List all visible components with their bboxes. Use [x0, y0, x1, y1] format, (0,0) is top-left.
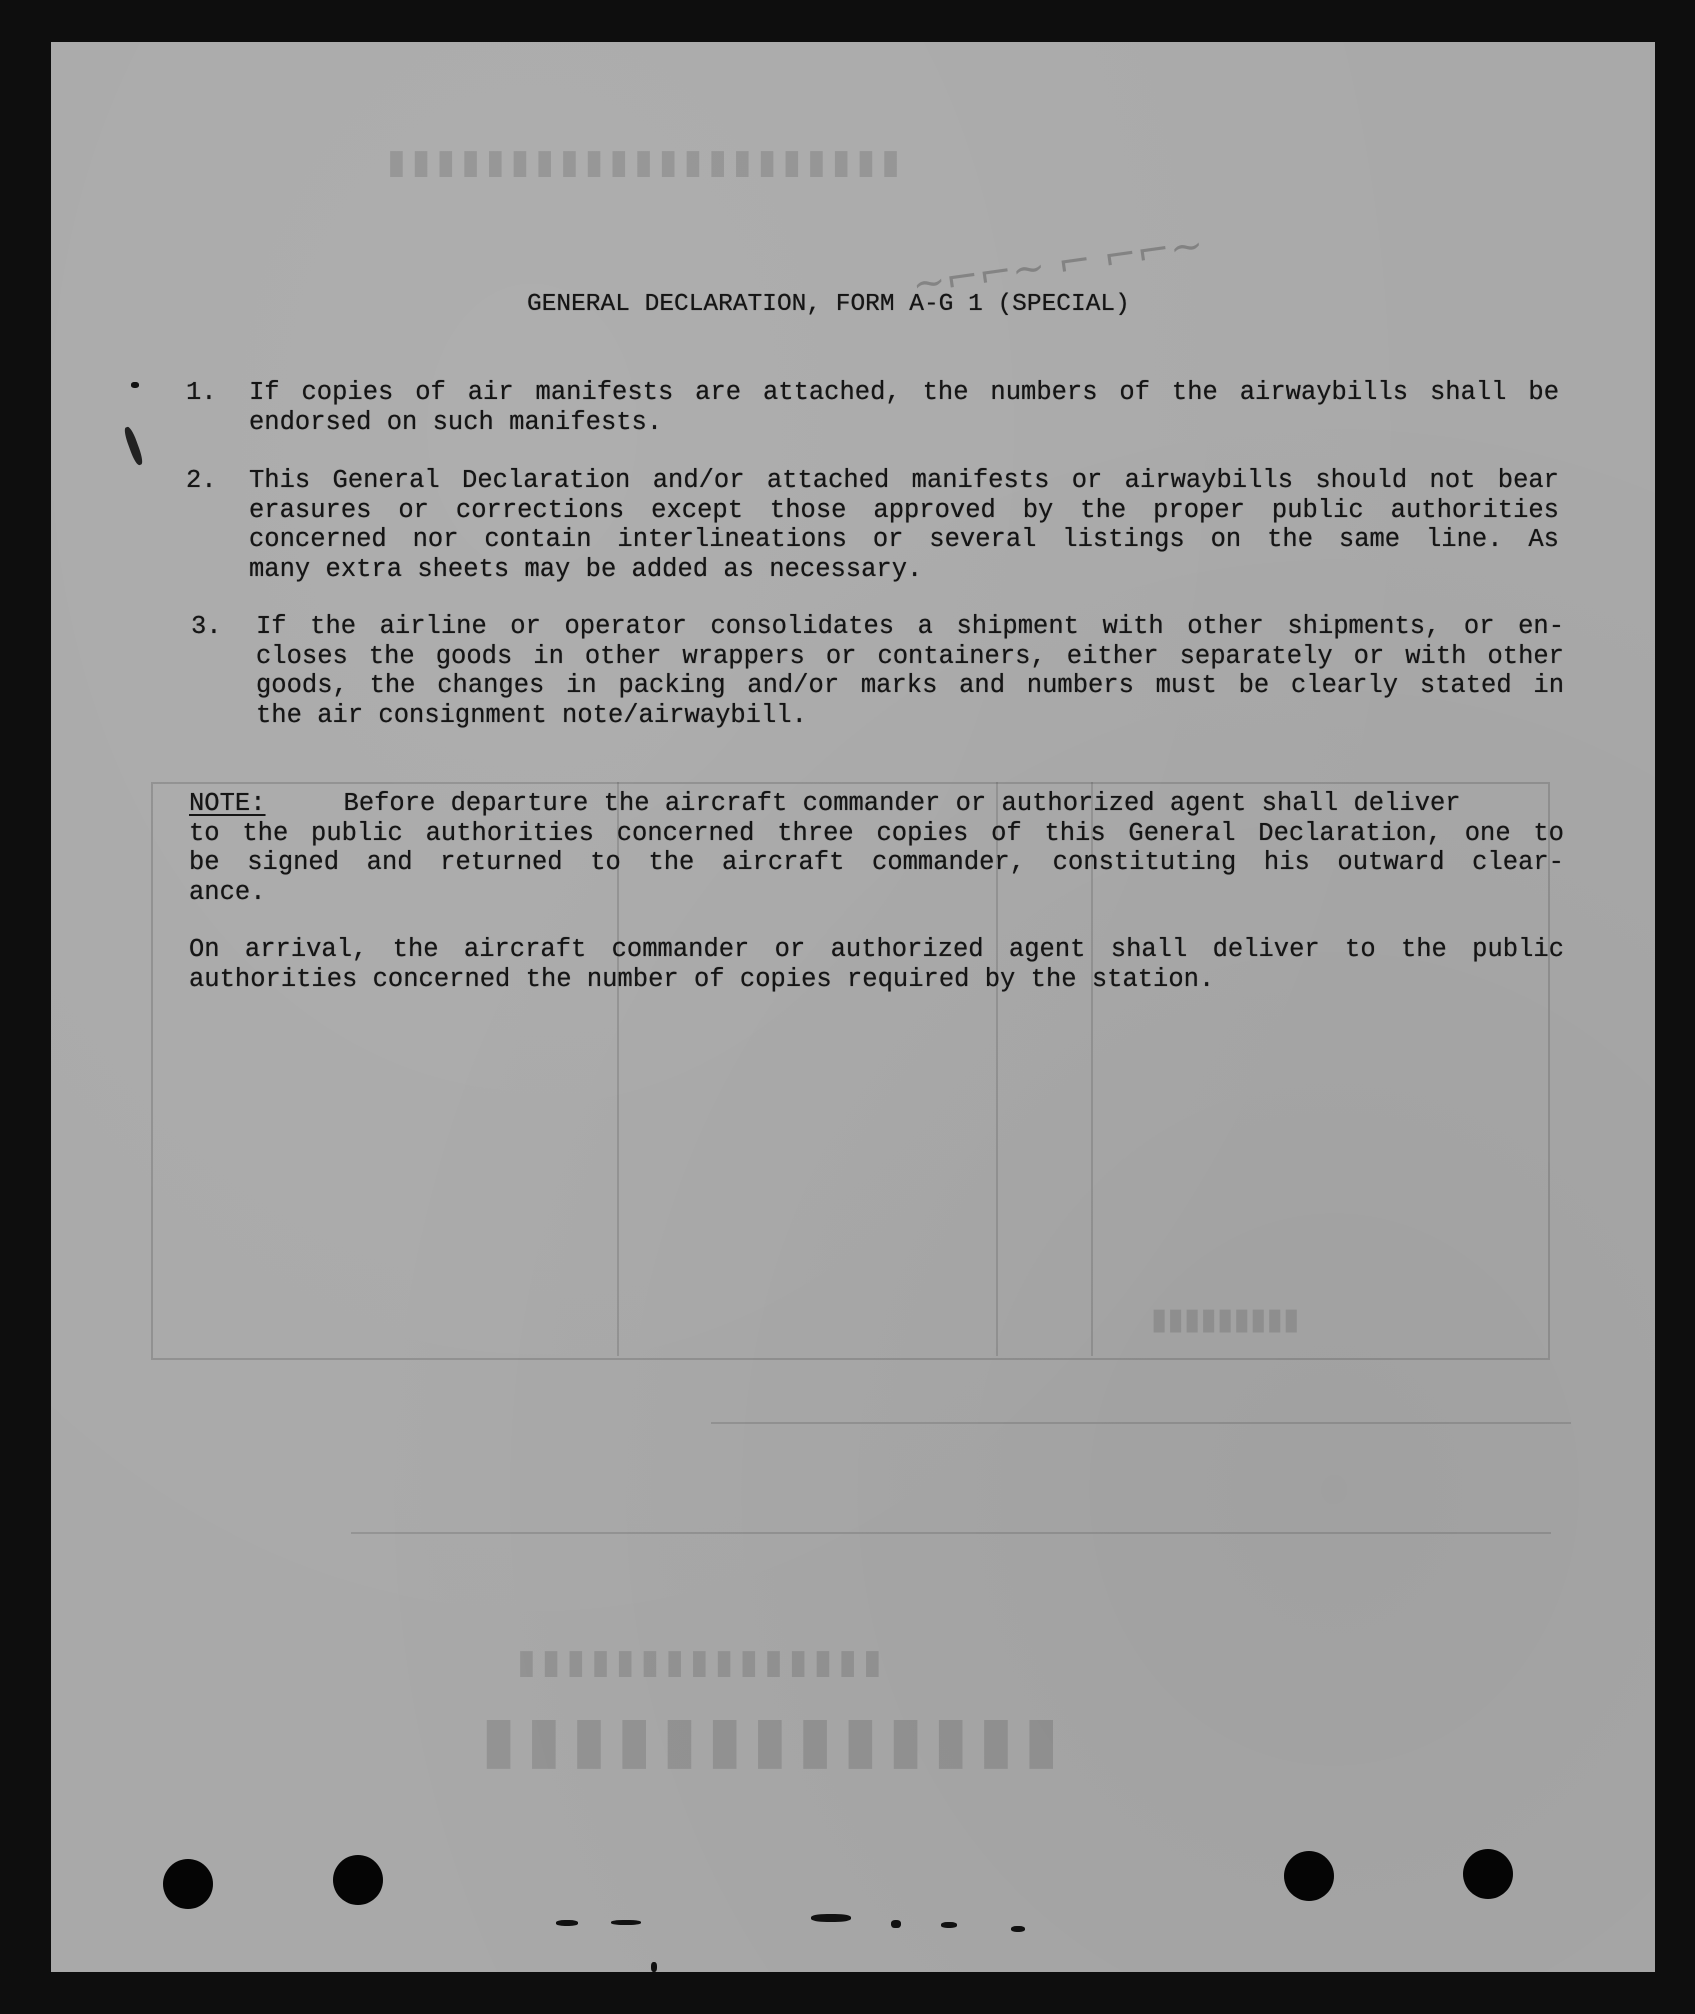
item-line: This General Declaration and/or attached manifests or airwaybills should not bear — [249, 466, 1559, 495]
bleed-through-lettering: ▮▮▮▮▮▮▮▮▮▮▮▮▮▮▮▮▮▮▮▮▮ — [381, 142, 900, 182]
speck — [556, 1920, 578, 1926]
margin-mark — [122, 426, 144, 467]
note-line: to the public authorities concerned three copies of this General Declaration, one to — [189, 818, 1564, 848]
item-text-1 — [249, 378, 1559, 437]
item-line: goods, the changes in packing and/or marks and numbers must be clearly stated in — [256, 671, 1564, 700]
page-title: GENERAL DECLARATION, FORM A-G 1 (SPECIAL) — [527, 291, 1130, 318]
note-line: ance. — [189, 877, 266, 907]
item-line: closes the goods in other wrappers or containers, either separately or with other — [256, 641, 1564, 671]
speck — [811, 1914, 851, 1922]
item-number: 2. — [186, 466, 217, 495]
arrival-line: authorities concerned the number of copies required by the station. — [189, 964, 1215, 994]
bleed-through-lettering: ▮▮▮▮▮▮▮▮▮ — [1151, 1302, 1300, 1337]
arrival-block — [189, 935, 1564, 994]
item-line: If the airline or operator consolidates a shipment with other shipments, or en- — [256, 612, 1564, 641]
note-text: Before departure the aircraft commander or authorized agent shall deliver — [343, 789, 1461, 818]
item-line: many extra sheets may be added as necessary. — [249, 554, 923, 584]
punch-hole — [333, 1855, 383, 1905]
document-page — [51, 42, 1655, 1972]
bleed-through-rule — [711, 1422, 1571, 1424]
arrival-line: On arrival, the aircraft commander or authorized agent shall deliver to the public — [189, 935, 1564, 964]
speck — [611, 1920, 641, 1925]
note-block — [189, 789, 1564, 907]
speck — [651, 1962, 657, 1972]
item-line: erasures or corrections except those approved by the proper public authorities — [249, 495, 1559, 525]
bleed-through-lettering: ▮▮▮▮▮▮▮▮▮▮▮▮▮▮▮ — [511, 1642, 882, 1682]
bleed-through-rule — [351, 1532, 1551, 1534]
note-label: NOTE: — [189, 789, 266, 818]
note-line: be signed and returned to the aircraft commander, constituting his outward clear- — [189, 848, 1564, 877]
note-first-line — [189, 789, 1564, 819]
margin-mark — [131, 382, 139, 388]
handwritten-mark: ~⌐⌐~ ⌐ ⌐⌐~ — [909, 221, 1207, 309]
speck — [941, 1922, 957, 1928]
item-line: If copies of air manifests are attached, the numbers of the airwaybills shall be — [249, 378, 1559, 407]
speck — [1011, 1926, 1025, 1932]
item-line: concerned nor contain interlineations or several listings on the same line. As — [249, 525, 1559, 554]
item-text-2 — [249, 466, 1559, 584]
item-number: 3. — [191, 612, 222, 641]
item-number: 1. — [186, 378, 217, 407]
punch-hole — [1463, 1849, 1513, 1899]
item-line: the air consignment note/airwaybill. — [256, 700, 807, 730]
speck — [891, 1920, 901, 1928]
item-text-3 — [256, 612, 1564, 730]
item-line: endorsed on such manifests. — [249, 407, 663, 437]
bleed-through-lettering: ▮▮▮▮▮▮▮▮▮▮▮▮▮ — [471, 1702, 1059, 1777]
punch-hole — [163, 1859, 213, 1909]
punch-hole — [1284, 1851, 1334, 1901]
